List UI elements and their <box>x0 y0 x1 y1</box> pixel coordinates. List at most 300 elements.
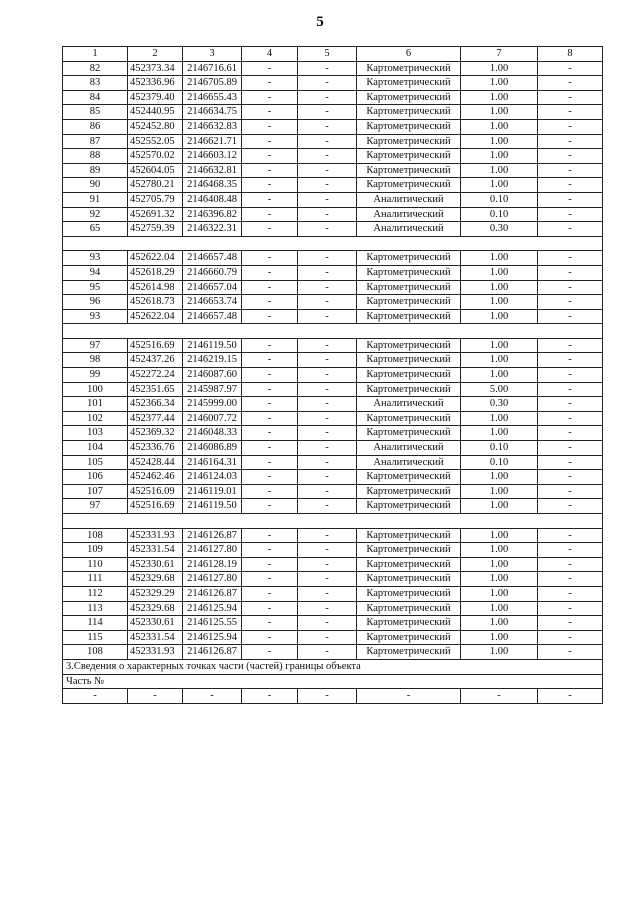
table-row <box>63 484 603 499</box>
table-cell: 2 <box>128 47 183 62</box>
table-cell: 2146126.87 <box>183 586 242 601</box>
table-cell: 452330.61 <box>128 616 183 631</box>
table-cell: 2146653.74 <box>183 295 242 310</box>
header-row <box>63 47 603 62</box>
table-cell: 0.30 <box>461 222 538 237</box>
table-cell: 6 <box>357 47 461 62</box>
table-cell: 1.00 <box>461 119 538 134</box>
table-cell: 452336.76 <box>128 441 183 456</box>
table-cell: 1.00 <box>461 90 538 105</box>
table-cell: 2146657.48 <box>183 309 242 324</box>
table-cell: - <box>298 397 357 412</box>
table-cell: - <box>298 119 357 134</box>
table-row <box>63 207 603 222</box>
table-cell: - <box>298 76 357 91</box>
table-cell: 101 <box>63 397 128 412</box>
separator-row <box>63 236 603 251</box>
table-cell: 113 <box>63 601 128 616</box>
table-cell: - <box>538 61 603 76</box>
table-cell: 92 <box>63 207 128 222</box>
table-row <box>63 455 603 470</box>
table-cell: Аналитический <box>357 397 461 412</box>
table-cell: 3.Сведения о характерных точках части (частей) границы объекта <box>63 659 603 674</box>
table-cell: 96 <box>63 295 128 310</box>
table-cell: 2146007.72 <box>183 411 242 426</box>
table-cell: Аналитический <box>357 455 461 470</box>
table-cell: 7 <box>461 47 538 62</box>
table-cell: - <box>538 382 603 397</box>
table-cell: - <box>298 222 357 237</box>
table-cell: 0.10 <box>461 207 538 222</box>
table-cell: 452377.44 <box>128 411 183 426</box>
table-cell: - <box>538 192 603 207</box>
table-cell: - <box>298 470 357 485</box>
table-cell: 1.00 <box>461 338 538 353</box>
table-cell: - <box>538 222 603 237</box>
table-cell: 452759.39 <box>128 222 183 237</box>
table-cell: 452329.68 <box>128 572 183 587</box>
table-cell: 2146705.89 <box>183 76 242 91</box>
table-cell: - <box>242 616 298 631</box>
table-cell: - <box>298 368 357 383</box>
table-cell: 2146119.50 <box>183 499 242 514</box>
table-cell: - <box>298 586 357 601</box>
table-cell: - <box>242 105 298 120</box>
table-cell: 2146128.19 <box>183 557 242 572</box>
table-cell: 2146126.87 <box>183 528 242 543</box>
table-cell: - <box>538 338 603 353</box>
table-cell: - <box>242 338 298 353</box>
table-cell: - <box>242 207 298 222</box>
table-cell: - <box>242 630 298 645</box>
table-cell: 1.00 <box>461 411 538 426</box>
table-cell: - <box>538 470 603 485</box>
table-row <box>63 645 603 660</box>
table-cell: Картометрический <box>357 557 461 572</box>
table-row <box>63 192 603 207</box>
table-cell: - <box>538 557 603 572</box>
table-cell: 452614.98 <box>128 280 183 295</box>
table-cell: - <box>63 689 128 704</box>
table-cell: - <box>298 192 357 207</box>
table-row <box>63 76 603 91</box>
table-cell: - <box>298 484 357 499</box>
table-cell: - <box>242 119 298 134</box>
table-cell: Картометрический <box>357 105 461 120</box>
table-cell: 2146396.82 <box>183 207 242 222</box>
table-cell: - <box>242 586 298 601</box>
table-cell: 108 <box>63 528 128 543</box>
table-cell: 1.00 <box>461 601 538 616</box>
table-cell: 452452.80 <box>128 119 183 134</box>
table-cell: 95 <box>63 280 128 295</box>
table-cell: Картометрический <box>357 280 461 295</box>
table-cell: - <box>242 149 298 164</box>
table-row <box>63 251 603 266</box>
table-cell: 1.00 <box>461 105 538 120</box>
table-cell: Картометрический <box>357 251 461 266</box>
table-cell: 91 <box>63 192 128 207</box>
table-cell: 1.00 <box>461 76 538 91</box>
table-cell: - <box>298 338 357 353</box>
table-cell: 2146632.83 <box>183 119 242 134</box>
table-row <box>63 499 603 514</box>
table-cell: - <box>538 543 603 558</box>
table-row <box>63 105 603 120</box>
separator-row <box>63 324 603 339</box>
table-cell: - <box>242 689 298 704</box>
table-cell: - <box>538 207 603 222</box>
table-cell: Картометрический <box>357 586 461 601</box>
table-cell: 1.00 <box>461 557 538 572</box>
table-cell: 5.00 <box>461 382 538 397</box>
table-cell: Часть № <box>63 674 603 689</box>
table-cell: - <box>357 689 461 704</box>
table-cell: 1.00 <box>461 528 538 543</box>
table-cell: - <box>298 353 357 368</box>
table-cell: 1.00 <box>461 572 538 587</box>
table-cell: 2146468.35 <box>183 178 242 193</box>
table-cell: Картометрический <box>357 543 461 558</box>
table-cell: Аналитический <box>357 207 461 222</box>
table-cell: 2146164.31 <box>183 455 242 470</box>
table-cell: 2146124.03 <box>183 470 242 485</box>
table-cell: 105 <box>63 455 128 470</box>
table-cell: - <box>538 397 603 412</box>
table-cell: - <box>298 207 357 222</box>
table-cell: - <box>242 499 298 514</box>
table-cell: 86 <box>63 119 128 134</box>
table-cell: - <box>242 192 298 207</box>
table-cell: - <box>298 630 357 645</box>
table-cell: Картометрический <box>357 601 461 616</box>
table-cell: 99 <box>63 368 128 383</box>
table-cell: - <box>538 689 603 704</box>
table-cell: 1.00 <box>461 484 538 499</box>
table-cell: Картометрический <box>357 470 461 485</box>
table-cell: - <box>242 470 298 485</box>
table-cell: - <box>538 295 603 310</box>
table-cell: - <box>242 645 298 660</box>
table-cell: Картометрический <box>357 338 461 353</box>
table-row <box>63 134 603 149</box>
table-cell: 452552.05 <box>128 134 183 149</box>
table-cell: 452622.04 <box>128 309 183 324</box>
table-cell: 2146716.61 <box>183 61 242 76</box>
table-cell: 87 <box>63 134 128 149</box>
table-cell: - <box>538 586 603 601</box>
table-cell: 452618.29 <box>128 265 183 280</box>
table-cell: 114 <box>63 616 128 631</box>
table-cell: - <box>298 61 357 76</box>
table-cell: - <box>538 455 603 470</box>
table-cell: 1 <box>63 47 128 62</box>
table-cell: 0.10 <box>461 441 538 456</box>
table-cell: 106 <box>63 470 128 485</box>
table-cell: 2146657.04 <box>183 280 242 295</box>
table-cell: - <box>538 134 603 149</box>
table-cell: - <box>242 601 298 616</box>
table-cell: 83 <box>63 76 128 91</box>
table-cell: 93 <box>63 309 128 324</box>
table-cell: Картометрический <box>357 163 461 178</box>
table-cell: - <box>242 543 298 558</box>
table-cell: 65 <box>63 222 128 237</box>
table-cell: Картометрический <box>357 616 461 631</box>
table-cell: 452604.05 <box>128 163 183 178</box>
table-cell: - <box>298 426 357 441</box>
table-cell: 102 <box>63 411 128 426</box>
table-cell: - <box>242 397 298 412</box>
table-cell: 1.00 <box>461 149 538 164</box>
table-cell: Аналитический <box>357 192 461 207</box>
table-row <box>63 178 603 193</box>
table-cell: - <box>298 382 357 397</box>
coordinates-table <box>62 46 603 704</box>
table-cell: - <box>538 411 603 426</box>
table-cell: 110 <box>63 557 128 572</box>
table-cell: 452331.54 <box>128 630 183 645</box>
table-cell: - <box>538 105 603 120</box>
table-cell: - <box>242 90 298 105</box>
table-cell: - <box>538 149 603 164</box>
table-cell: - <box>298 149 357 164</box>
table-cell: Картометрический <box>357 61 461 76</box>
table-cell: - <box>242 251 298 266</box>
table-cell: 452516.69 <box>128 499 183 514</box>
table-cell: Картометрический <box>357 411 461 426</box>
table-cell: 0.10 <box>461 455 538 470</box>
table-cell: - <box>242 528 298 543</box>
table-cell: Картометрический <box>357 90 461 105</box>
table-cell: - <box>298 134 357 149</box>
table-cell: - <box>242 368 298 383</box>
table-row <box>63 309 603 324</box>
table-row <box>63 119 603 134</box>
table-cell: - <box>461 689 538 704</box>
table-cell: - <box>298 163 357 178</box>
table-cell: - <box>538 265 603 280</box>
table-cell: Аналитический <box>357 441 461 456</box>
table-cell: - <box>538 601 603 616</box>
table-cell: Картометрический <box>357 572 461 587</box>
table-cell: 111 <box>63 572 128 587</box>
table-cell: 8 <box>538 47 603 62</box>
table-cell: - <box>242 572 298 587</box>
table-cell: - <box>242 76 298 91</box>
table-cell: 2146322.31 <box>183 222 242 237</box>
table-cell: - <box>538 426 603 441</box>
table-cell: 452622.04 <box>128 251 183 266</box>
table-row <box>63 368 603 383</box>
table-row <box>63 557 603 572</box>
table-cell: Картометрический <box>357 76 461 91</box>
table-cell: 1.00 <box>461 280 538 295</box>
table-cell: - <box>298 441 357 456</box>
table-cell: - <box>538 163 603 178</box>
table-cell: 452331.93 <box>128 645 183 660</box>
table-cell: - <box>298 455 357 470</box>
table-cell: 5 <box>298 47 357 62</box>
section-title-row <box>63 659 603 674</box>
table-cell: - <box>298 557 357 572</box>
table-cell: 1.00 <box>461 353 538 368</box>
table-cell: - <box>538 645 603 660</box>
table-cell: 452428.44 <box>128 455 183 470</box>
table-cell: 2146632.81 <box>183 163 242 178</box>
table-cell: 2146126.87 <box>183 645 242 660</box>
table-cell: 84 <box>63 90 128 105</box>
table-row <box>63 295 603 310</box>
table-cell: - <box>298 178 357 193</box>
table-cell: 2146048.33 <box>183 426 242 441</box>
table-cell: Картометрический <box>357 426 461 441</box>
table-cell: Картометрический <box>357 295 461 310</box>
table-cell: - <box>538 119 603 134</box>
table-cell: 2146127.80 <box>183 572 242 587</box>
table-cell: 107 <box>63 484 128 499</box>
table-cell: - <box>298 105 357 120</box>
table-cell: - <box>242 295 298 310</box>
table-row <box>63 630 603 645</box>
table-cell: 452366.34 <box>128 397 183 412</box>
table-row <box>63 397 603 412</box>
table-cell: Картометрический <box>357 528 461 543</box>
table-row <box>63 61 603 76</box>
table-cell: - <box>298 295 357 310</box>
table-cell: - <box>242 441 298 456</box>
table-cell: 1.00 <box>461 470 538 485</box>
table-row <box>63 280 603 295</box>
table-cell: 452437.26 <box>128 353 183 368</box>
table-cell: 1.00 <box>461 309 538 324</box>
table-cell: - <box>298 280 357 295</box>
table-cell: - <box>298 411 357 426</box>
table-cell: - <box>538 616 603 631</box>
table-cell: 452379.40 <box>128 90 183 105</box>
table-row <box>63 616 603 631</box>
table-cell: - <box>538 280 603 295</box>
table-cell: 4 <box>242 47 298 62</box>
table-cell: - <box>538 528 603 543</box>
table-cell: 2146125.55 <box>183 616 242 631</box>
table-cell: 103 <box>63 426 128 441</box>
table-cell: 1.00 <box>461 543 538 558</box>
table-row <box>63 543 603 558</box>
table-cell: Картометрический <box>357 178 461 193</box>
table-cell: 1.00 <box>461 178 538 193</box>
table-row <box>63 586 603 601</box>
table-cell: 0.10 <box>461 192 538 207</box>
table-cell: 452780.21 <box>128 178 183 193</box>
table-row <box>63 149 603 164</box>
table-cell: 90 <box>63 178 128 193</box>
table-cell: Картометрический <box>357 484 461 499</box>
table-cell: 82 <box>63 61 128 76</box>
table-cell: - <box>242 484 298 499</box>
table-row <box>63 470 603 485</box>
table-cell: - <box>242 222 298 237</box>
table-cell: - <box>538 368 603 383</box>
table-cell: - <box>538 178 603 193</box>
table-cell: 1.00 <box>461 265 538 280</box>
table-cell: 98 <box>63 353 128 368</box>
table-cell: - <box>538 499 603 514</box>
table-cell: 452618.73 <box>128 295 183 310</box>
table-cell: 2146634.75 <box>183 105 242 120</box>
table-cell: 452570.02 <box>128 149 183 164</box>
table-cell: Картометрический <box>357 134 461 149</box>
table-cell: - <box>538 484 603 499</box>
table-cell: 2146119.50 <box>183 338 242 353</box>
table-cell: 452336.96 <box>128 76 183 91</box>
table-cell: - <box>242 455 298 470</box>
table-cell: 1.00 <box>461 645 538 660</box>
table-cell: - <box>242 134 298 149</box>
table-cell: 2146408.48 <box>183 192 242 207</box>
table-cell: Картометрический <box>357 499 461 514</box>
table-cell: Картометрический <box>357 630 461 645</box>
table-cell: 1.00 <box>461 368 538 383</box>
table-cell: 2145987.97 <box>183 382 242 397</box>
table-cell: 452329.29 <box>128 586 183 601</box>
table-cell: Картометрический <box>357 309 461 324</box>
table-cell: 2146660.79 <box>183 265 242 280</box>
table-cell: Картометрический <box>357 149 461 164</box>
table-cell: 112 <box>63 586 128 601</box>
table-row <box>63 601 603 616</box>
page-number: 5 <box>316 14 324 30</box>
table-cell: - <box>128 689 183 704</box>
table-cell: Картометрический <box>357 382 461 397</box>
table-cell: - <box>298 572 357 587</box>
table-row <box>63 163 603 178</box>
table-row <box>63 353 603 368</box>
table-cell: 2146119.01 <box>183 484 242 499</box>
table-row <box>63 572 603 587</box>
table-cell: - <box>242 309 298 324</box>
table-cell: - <box>298 499 357 514</box>
table-cell: - <box>242 382 298 397</box>
table-cell: - <box>298 601 357 616</box>
table-cell: 452331.93 <box>128 528 183 543</box>
part-label-row <box>63 674 603 689</box>
table-cell: Аналитический <box>357 222 461 237</box>
table-cell: 109 <box>63 543 128 558</box>
table-cell: - <box>242 265 298 280</box>
table-cell: 2146621.71 <box>183 134 242 149</box>
table-cell <box>63 514 603 529</box>
table-cell: 452351.65 <box>128 382 183 397</box>
table-cell: 100 <box>63 382 128 397</box>
table-cell: 2146087.60 <box>183 368 242 383</box>
table-cell: 452516.09 <box>128 484 183 499</box>
table-cell: 452440.95 <box>128 105 183 120</box>
table-cell: 3 <box>183 47 242 62</box>
final-row <box>63 689 603 704</box>
table-cell: - <box>538 353 603 368</box>
table-cell: - <box>538 630 603 645</box>
table-cell: - <box>298 645 357 660</box>
table-cell: - <box>298 616 357 631</box>
table-cell: 1.00 <box>461 616 538 631</box>
table-cell: 1.00 <box>461 163 538 178</box>
table-cell: 89 <box>63 163 128 178</box>
table-cell: - <box>242 178 298 193</box>
table-cell: 452373.34 <box>128 61 183 76</box>
table-cell: 1.00 <box>461 251 538 266</box>
table-cell: 2145999.00 <box>183 397 242 412</box>
